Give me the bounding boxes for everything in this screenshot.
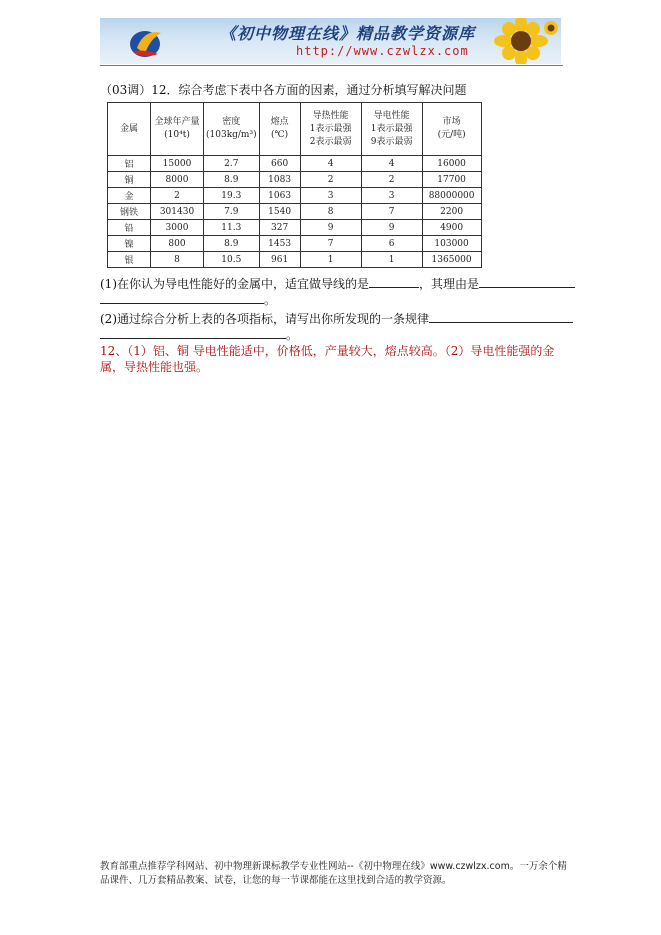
question-2-line [100, 310, 573, 327]
cell-thermal: 3 [300, 188, 361, 204]
header-production [151, 103, 204, 156]
answer-blank-reason-cont[interactable] [100, 292, 264, 304]
cell-metal: 钢铁 [108, 204, 151, 220]
cell-electrical: 1 [361, 252, 422, 268]
answer-blank-reason[interactable] [479, 276, 575, 288]
question-1-line [100, 275, 575, 292]
cell-density: 2.7 [204, 156, 260, 172]
answer-blank-rule-cont[interactable] [100, 327, 286, 339]
cell-density: 11.3 [204, 220, 260, 236]
question-2-text: (2)通过综合分析上表的各项指标，请写出你所发现的一条规律 [100, 312, 430, 326]
question-1-end: 。 [264, 293, 277, 307]
cell-metal: 铜 [108, 172, 151, 188]
cell-density: 7.9 [204, 204, 260, 220]
cell-melting-point: 1540 [259, 204, 300, 220]
cell-production: 8000 [151, 172, 204, 188]
cell-thermal: 7 [300, 236, 361, 252]
cell-thermal: 2 [300, 172, 361, 188]
cell-metal: 镍 [108, 236, 151, 252]
table-row [108, 204, 482, 220]
table-row [108, 220, 482, 236]
cell-production: 8 [151, 252, 204, 268]
answer-blank-rule[interactable] [429, 311, 573, 323]
table-row [108, 156, 482, 172]
cell-electrical: 7 [361, 204, 422, 220]
cell-metal: 铅 [108, 220, 151, 236]
cell-electrical: 9 [361, 220, 422, 236]
cell-price: 17700 [422, 172, 481, 188]
cell-metal: 银 [108, 252, 151, 268]
cell-price: 2200 [422, 204, 481, 220]
table-row [108, 172, 482, 188]
cell-density: 8.9 [204, 236, 260, 252]
header-line: 熔点 [270, 117, 289, 127]
cell-production: 2 [151, 188, 204, 204]
cell-production: 800 [151, 236, 204, 252]
cell-thermal: 1 [300, 252, 361, 268]
cell-melting-point: 1083 [259, 172, 300, 188]
header-line: 导热性能 [312, 110, 349, 121]
cell-melting-point: 1453 [259, 236, 300, 252]
cell-production: 3000 [151, 220, 204, 236]
header-line: 9表示最弱 [370, 136, 413, 147]
cell-density: 10.5 [204, 252, 260, 268]
header-electrical-conductivity [361, 103, 422, 156]
cell-thermal: 4 [300, 156, 361, 172]
cell-price: 103000 [422, 236, 481, 252]
cell-price: 88000000 [422, 188, 481, 204]
cell-melting-point: 660 [259, 156, 300, 172]
cell-metal: 金 [108, 188, 151, 204]
header-density [204, 103, 260, 156]
question-1-text: (1)在你认为导电性能好的金属中，适宜做导线的是 [100, 277, 369, 291]
cell-melting-point: 1063 [259, 188, 300, 204]
cell-electrical: 6 [361, 236, 422, 252]
header-line: (℃) [271, 130, 289, 140]
cell-production: 15000 [151, 156, 204, 172]
header-line: (103kg/m³) [206, 130, 257, 140]
metals-table-wrapper [107, 102, 482, 268]
answer-blank-wire-metal[interactable] [369, 276, 419, 288]
header-line: 全球年产量 [154, 117, 200, 127]
cell-production: 301430 [151, 204, 204, 220]
question-2-continuation [100, 326, 298, 343]
answer-text: 12、（1）铝、铜 导电性能适中，价格低，产量较大，熔点较高。（2）导电性能强的金属，导热性能也强。 [100, 344, 555, 374]
header-metal [108, 103, 151, 156]
banner-title: 《初中物理在线》精品教学资源库 [220, 24, 476, 43]
header-line: 导电性能 [373, 110, 410, 121]
header-rule [100, 65, 563, 66]
cell-electrical: 3 [361, 188, 422, 204]
table-header-row [108, 103, 482, 156]
header-line: 金属 [119, 123, 138, 134]
table-row [108, 188, 482, 204]
header-line: 1表示最强 [309, 123, 352, 134]
header-thermal-conductivity [300, 103, 361, 156]
sunflower-icon [469, 18, 559, 64]
table-row [108, 252, 482, 268]
site-logo-icon [128, 24, 166, 60]
cell-price: 16000 [422, 156, 481, 172]
cell-density: 19.3 [204, 188, 260, 204]
question-1-continuation [100, 291, 276, 308]
question-2-end: 。 [286, 328, 299, 342]
header-line: (元/吨) [437, 130, 466, 140]
cell-electrical: 2 [361, 172, 422, 188]
header-banner [100, 18, 561, 64]
cell-price: 4900 [422, 220, 481, 236]
cell-electrical: 4 [361, 156, 422, 172]
banner-url[interactable]: http://www.czwlzx.com [296, 44, 469, 58]
header-market-price [422, 103, 481, 156]
question-1-reason-label: ，其理由是 [419, 277, 480, 291]
header-line: (10⁴t) [164, 130, 190, 140]
question-title: （03调）12．综合考虑下表中各方面的因素，通过分析填写解决问题 [100, 83, 467, 97]
cell-thermal: 8 [300, 204, 361, 220]
table-row [108, 236, 482, 252]
cell-melting-point: 327 [259, 220, 300, 236]
header-melting-point [259, 103, 300, 156]
footer-text: 教育部重点推荐学科网站、初中物理新课标教学专业性网站--《初中物理在线》www.czwlzx.com。一万余个精品课件、几万套精品教案、试卷，让您的每一节课都能在这里找到合适的教学资源。 [100, 861, 567, 886]
cell-metal: 铝 [108, 156, 151, 172]
cell-density: 8.9 [204, 172, 260, 188]
header-line: 1表示最强 [370, 123, 413, 134]
header-line: 密度 [222, 117, 241, 127]
header-line: 2表示最弱 [309, 136, 352, 147]
cell-melting-point: 961 [259, 252, 300, 268]
header-line: 市场 [442, 117, 461, 127]
cell-price: 1365000 [422, 252, 481, 268]
cell-thermal: 9 [300, 220, 361, 236]
metals-table [107, 102, 482, 268]
